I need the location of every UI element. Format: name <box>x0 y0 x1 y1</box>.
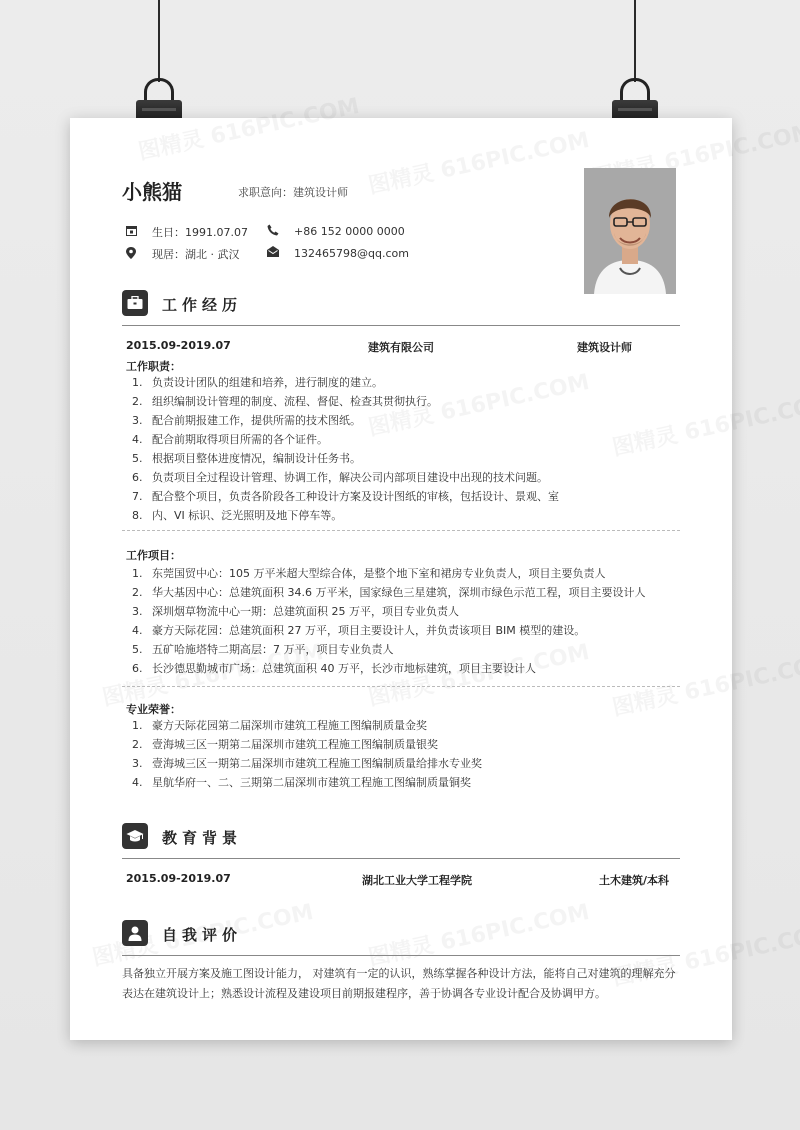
item-number: 4. <box>132 624 143 637</box>
list-item <box>132 411 692 430</box>
item-text: 五矿哈施塔特二期高层：7 万平，项目专业负责人 <box>152 643 394 656</box>
item-text: 配合前期取得项目所需的各个证件。 <box>152 433 328 446</box>
job-intent: 求职意向：建筑设计师 <box>238 186 348 199</box>
duties-list <box>132 373 692 525</box>
item-number: 3. <box>132 414 143 427</box>
projects-list <box>132 564 692 678</box>
birth-text: 生日：1991.07.07 <box>152 226 248 239</box>
section-divider <box>122 955 680 956</box>
item-text: 华大基因中心：总建筑面积 34.6 万平米，国家绿色三星建筑，深圳市绿色示范工程，项目主要设计人 <box>152 586 646 599</box>
phone-text: +86 152 0000 0000 <box>294 225 405 238</box>
item-number: 5. <box>132 643 143 656</box>
phone-icon <box>266 224 280 239</box>
item-number: 1. <box>132 719 143 732</box>
item-number: 4. <box>132 776 143 789</box>
list-item <box>132 449 692 468</box>
list-item <box>132 392 692 411</box>
honors-title: 专业荣誉： <box>126 703 181 716</box>
list-item <box>132 373 692 392</box>
item-number: 2. <box>132 738 143 751</box>
list-item <box>132 659 692 678</box>
item-number: 4. <box>132 433 143 446</box>
phone-row <box>266 224 405 239</box>
email-text: 132465798@qq.com <box>294 246 409 260</box>
list-item <box>132 773 692 792</box>
briefcase-icon <box>122 290 148 316</box>
item-text: 壹海城三区一期第二届深圳市建筑工程施工图编制质量给排水专业奖 <box>152 757 482 770</box>
item-number: 1. <box>132 567 143 580</box>
section-self-evaluation <box>122 920 680 948</box>
hanging-wire-right <box>634 0 636 82</box>
list-item <box>132 487 692 506</box>
item-text: 长沙德思勤城市广场：总建筑面积 40 万平，长沙市地标建筑，项目主要设计人 <box>152 662 536 675</box>
item-number: 1. <box>132 376 143 389</box>
item-number: 7. <box>132 490 143 503</box>
item-number: 3. <box>132 757 143 770</box>
dashed-divider <box>122 530 680 531</box>
item-text: 深圳烟草物流中心一期：总建筑面积 25 万平，项目专业负责人 <box>152 605 459 618</box>
list-item <box>132 640 692 659</box>
location-row <box>124 246 240 262</box>
projects-title: 工作项目： <box>126 549 181 562</box>
item-text: 壹海城三区一期第二届深圳市建筑工程施工图编制质量银奖 <box>152 738 438 751</box>
list-item <box>132 716 692 735</box>
section-education <box>122 823 680 851</box>
section-work-experience <box>122 290 680 318</box>
work-period: 2015.09-2019.07 <box>126 339 231 352</box>
item-text: 负责设计团队的组建和培养，进行制度的建立。 <box>152 376 383 389</box>
email-row <box>266 246 409 260</box>
item-text: 根据项目整体进度情况，编制设计任务书。 <box>152 452 361 465</box>
section-title: 自我评价 <box>162 926 243 944</box>
work-position: 建筑设计师 <box>577 341 632 354</box>
graduation-cap-icon <box>122 823 148 849</box>
item-text: 豪方天际花园第二届深圳市建筑工程施工图编制质量金奖 <box>152 719 427 732</box>
work-company: 建筑有限公司 <box>368 341 434 354</box>
birth-row <box>124 224 248 240</box>
item-number: 6. <box>132 662 143 675</box>
list-item <box>132 754 692 773</box>
honors-list <box>132 716 692 792</box>
list-item <box>132 602 692 621</box>
section-divider <box>122 858 680 859</box>
list-item <box>132 506 692 525</box>
calendar-icon <box>124 225 138 239</box>
education-period: 2015.09-2019.07 <box>126 872 231 885</box>
item-number: 5. <box>132 452 143 465</box>
section-title: 工作经历 <box>162 296 243 314</box>
education-major: 土木建筑/本科 <box>599 874 670 887</box>
section-divider <box>122 325 680 326</box>
item-number: 2. <box>132 586 143 599</box>
self-evaluation-text: 具备独立开展方案及施工图设计能力， 对建筑有一定的认识，熟练掌握各种设计方法，能将自己对建筑的理解充分表达在建筑设计上；熟悉设计流程及建设项目前期报建程序，善于协调各专业设计配合及协调甲方。 <box>122 967 676 1000</box>
item-text: 配合整个项目，负责各阶段各工种设计方案及设计图纸的审核，包括设计、景观、室 <box>152 490 559 503</box>
education-school: 湖北工业大学工程学院 <box>362 874 472 887</box>
location-pin-icon <box>124 247 138 262</box>
list-item <box>132 564 692 583</box>
item-text: 配合前期报建工作，提供所需的技术图纸。 <box>152 414 361 427</box>
section-title: 教育背景 <box>162 829 243 847</box>
item-number: 8. <box>132 509 143 522</box>
item-text: 负责项目全过程设计管理、协调工作，解决公司内部项目建设中出现的技术问题。 <box>152 471 548 484</box>
item-text: 组织编制设计管理的制度、流程、督促、检查其贯彻执行。 <box>152 395 438 408</box>
list-item <box>132 621 692 640</box>
candidate-name: 小熊猫 <box>122 180 182 204</box>
profile-photo <box>584 168 676 294</box>
duties-title: 工作职责： <box>126 360 181 373</box>
watermark <box>365 123 592 200</box>
hanging-wire-left <box>158 0 160 82</box>
item-text: 东莞国贸中心：105 万平米超大型综合体，是整个地下室和裙房专业负责人，项目主要负责人 <box>152 567 606 580</box>
list-item <box>132 468 692 487</box>
item-number: 3. <box>132 605 143 618</box>
item-text: 豪方天际花园：总建筑面积 27 万平，项目主要设计人，并负责该项目 BIM 模型的建设。 <box>152 624 586 637</box>
list-item <box>132 583 692 602</box>
item-text: 内、VI 标识、泛光照明及地下停车等。 <box>152 509 343 522</box>
list-item <box>132 430 692 449</box>
location-text: 现居：湖北 · 武汉 <box>152 248 240 261</box>
dashed-divider <box>122 686 680 687</box>
mail-icon <box>266 246 280 260</box>
item-text: 星航华府一、二、三期第二届深圳市建筑工程施工图编制质量铜奖 <box>152 776 471 789</box>
list-item <box>132 735 692 754</box>
item-number: 6. <box>132 471 143 484</box>
user-icon <box>122 920 148 946</box>
item-number: 2. <box>132 395 143 408</box>
resume-paper <box>70 118 732 1040</box>
